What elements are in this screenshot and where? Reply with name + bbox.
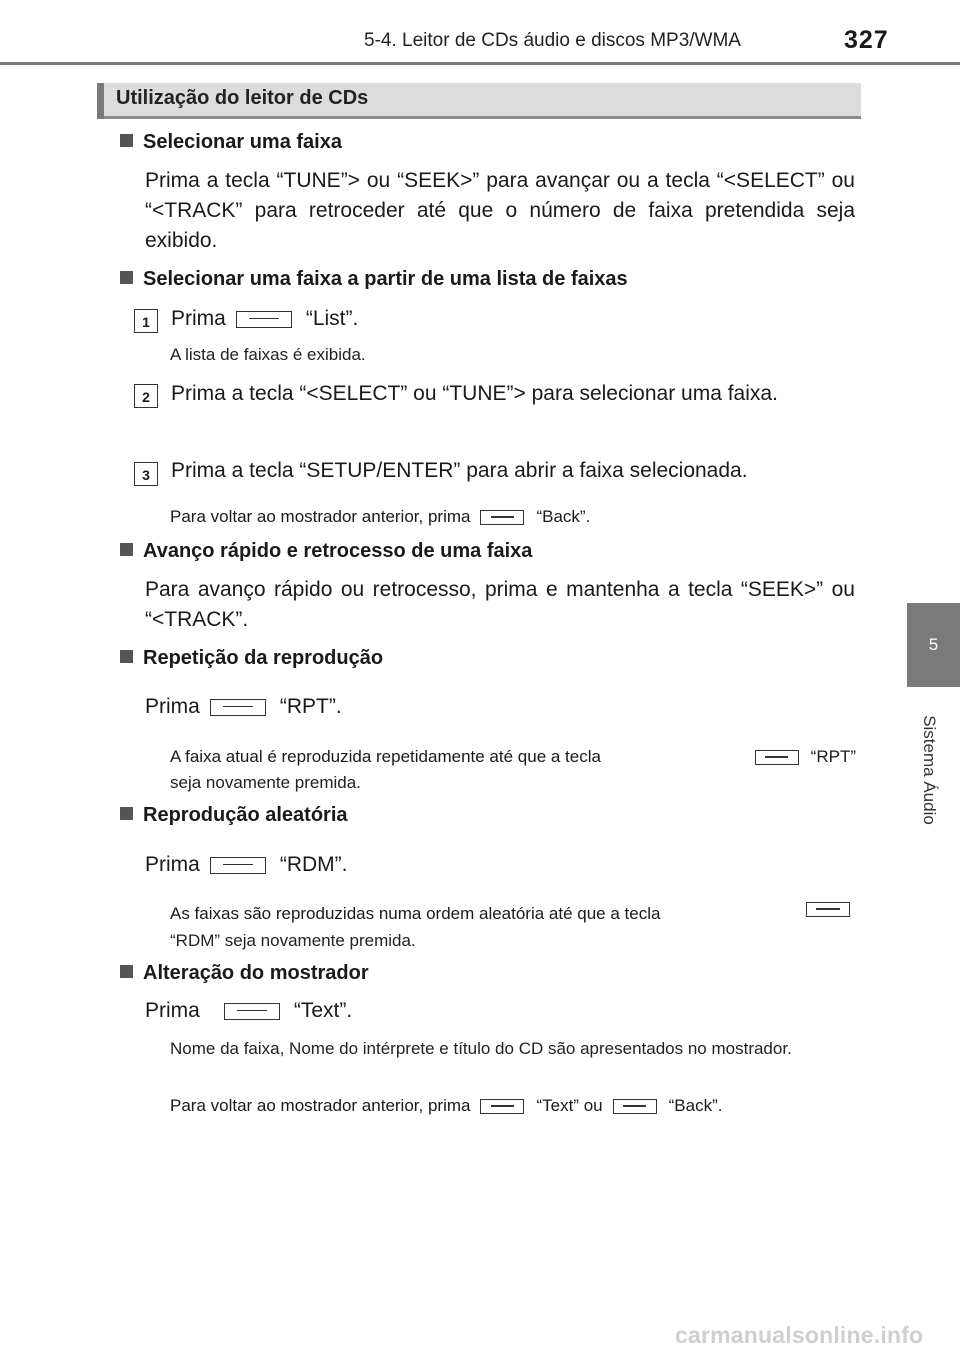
square-bullet-icon	[120, 807, 133, 820]
screen-button-icon	[480, 510, 524, 525]
page-number: 327	[844, 26, 889, 54]
chapter-number: 5	[928, 635, 939, 654]
step-number-1: 1	[134, 309, 158, 333]
back-note: Para voltar ao mostrador anterior, prima “Back”.	[170, 507, 591, 526]
step-3-text: Prima a tecla “SETUP/ENTER” para abrir a faixa selecionada.	[171, 459, 748, 482]
heading-random: Reprodução aleatória	[120, 804, 348, 827]
display-note: Nome da faixa, Nome do intérprete e título do CD são apresentados no mostrador.	[170, 1039, 792, 1058]
screen-button-icon	[613, 1099, 657, 1114]
paragraph-select-track: Prima a tecla “TUNE”> ou “SEEK>” para avançar ou a tecla “<SELECT” ou “<TRACK” para retroceder até que o número de faixa pretendida seja exibido.	[145, 169, 855, 252]
step-number-3: 3	[134, 462, 158, 486]
heading-select-from-list: Selecionar uma faixa a partir de uma lista de faixas	[120, 268, 628, 291]
screen-button-icon	[210, 699, 266, 716]
step-number-2: 2	[134, 384, 158, 408]
repeat-instruction: Prima “RPT”.	[145, 695, 342, 718]
step-2-text: Prima a tecla “<SELECT” ou “TUNE”> para selecionar uma faixa.	[171, 382, 778, 405]
screen-button-icon	[806, 902, 850, 917]
section-title: Utilização do leitor de CDs	[116, 87, 369, 109]
random-instruction: Prima “RDM”.	[145, 853, 348, 876]
screen-button-icon	[236, 311, 292, 328]
chapter-title: Sistema Áudio	[920, 715, 939, 825]
heading-repeat: Repetição da reprodução	[120, 647, 383, 670]
square-bullet-icon	[120, 271, 133, 284]
screen-button-icon	[224, 1003, 280, 1020]
paragraph-fast-forward: Para avanço rápido ou retrocesso, prima e mantenha a tecla “SEEK>” ou “<TRACK”.	[145, 578, 855, 631]
running-header: 5-4. Leitor de CDs áudio e discos MP3/WMA	[364, 30, 741, 51]
section-bar-accent	[97, 83, 104, 119]
heading-display-change: Alteração do mostrador	[120, 962, 369, 985]
square-bullet-icon	[120, 965, 133, 978]
step-1-text: Prima “List”.	[171, 307, 359, 330]
section-title-bar	[97, 83, 861, 119]
display-back-note: Para voltar ao mostrador anterior, prima “Text” ou “Back”.	[170, 1096, 723, 1115]
header-divider	[0, 62, 960, 65]
heading-select-track: Selecionar uma faixa	[120, 131, 342, 154]
screen-button-icon	[210, 857, 266, 874]
display-instruction: Prima “Text”.	[145, 999, 353, 1022]
heading-fast-forward: Avanço rápido e retrocesso de uma faixa	[120, 540, 532, 563]
chapter-tab	[907, 603, 960, 687]
square-bullet-icon	[120, 134, 133, 147]
repeat-note: A faixa atual é reproduzida repetidamente até que a tecla “RPT”	[170, 747, 856, 766]
square-bullet-icon	[120, 650, 133, 663]
screen-button-icon	[480, 1099, 524, 1114]
random-note: As faixas são reproduzidas numa ordem aleatória até que a tecla	[170, 902, 856, 925]
repeat-note-line2: seja novamente premida.	[170, 773, 361, 792]
step-1-note: A lista de faixas é exibida.	[170, 345, 366, 364]
square-bullet-icon	[120, 543, 133, 556]
watermark: carmanualsonline.info	[675, 1322, 924, 1348]
random-note-line2: “RDM” seja novamente premida.	[170, 931, 416, 950]
screen-button-icon	[755, 750, 799, 765]
